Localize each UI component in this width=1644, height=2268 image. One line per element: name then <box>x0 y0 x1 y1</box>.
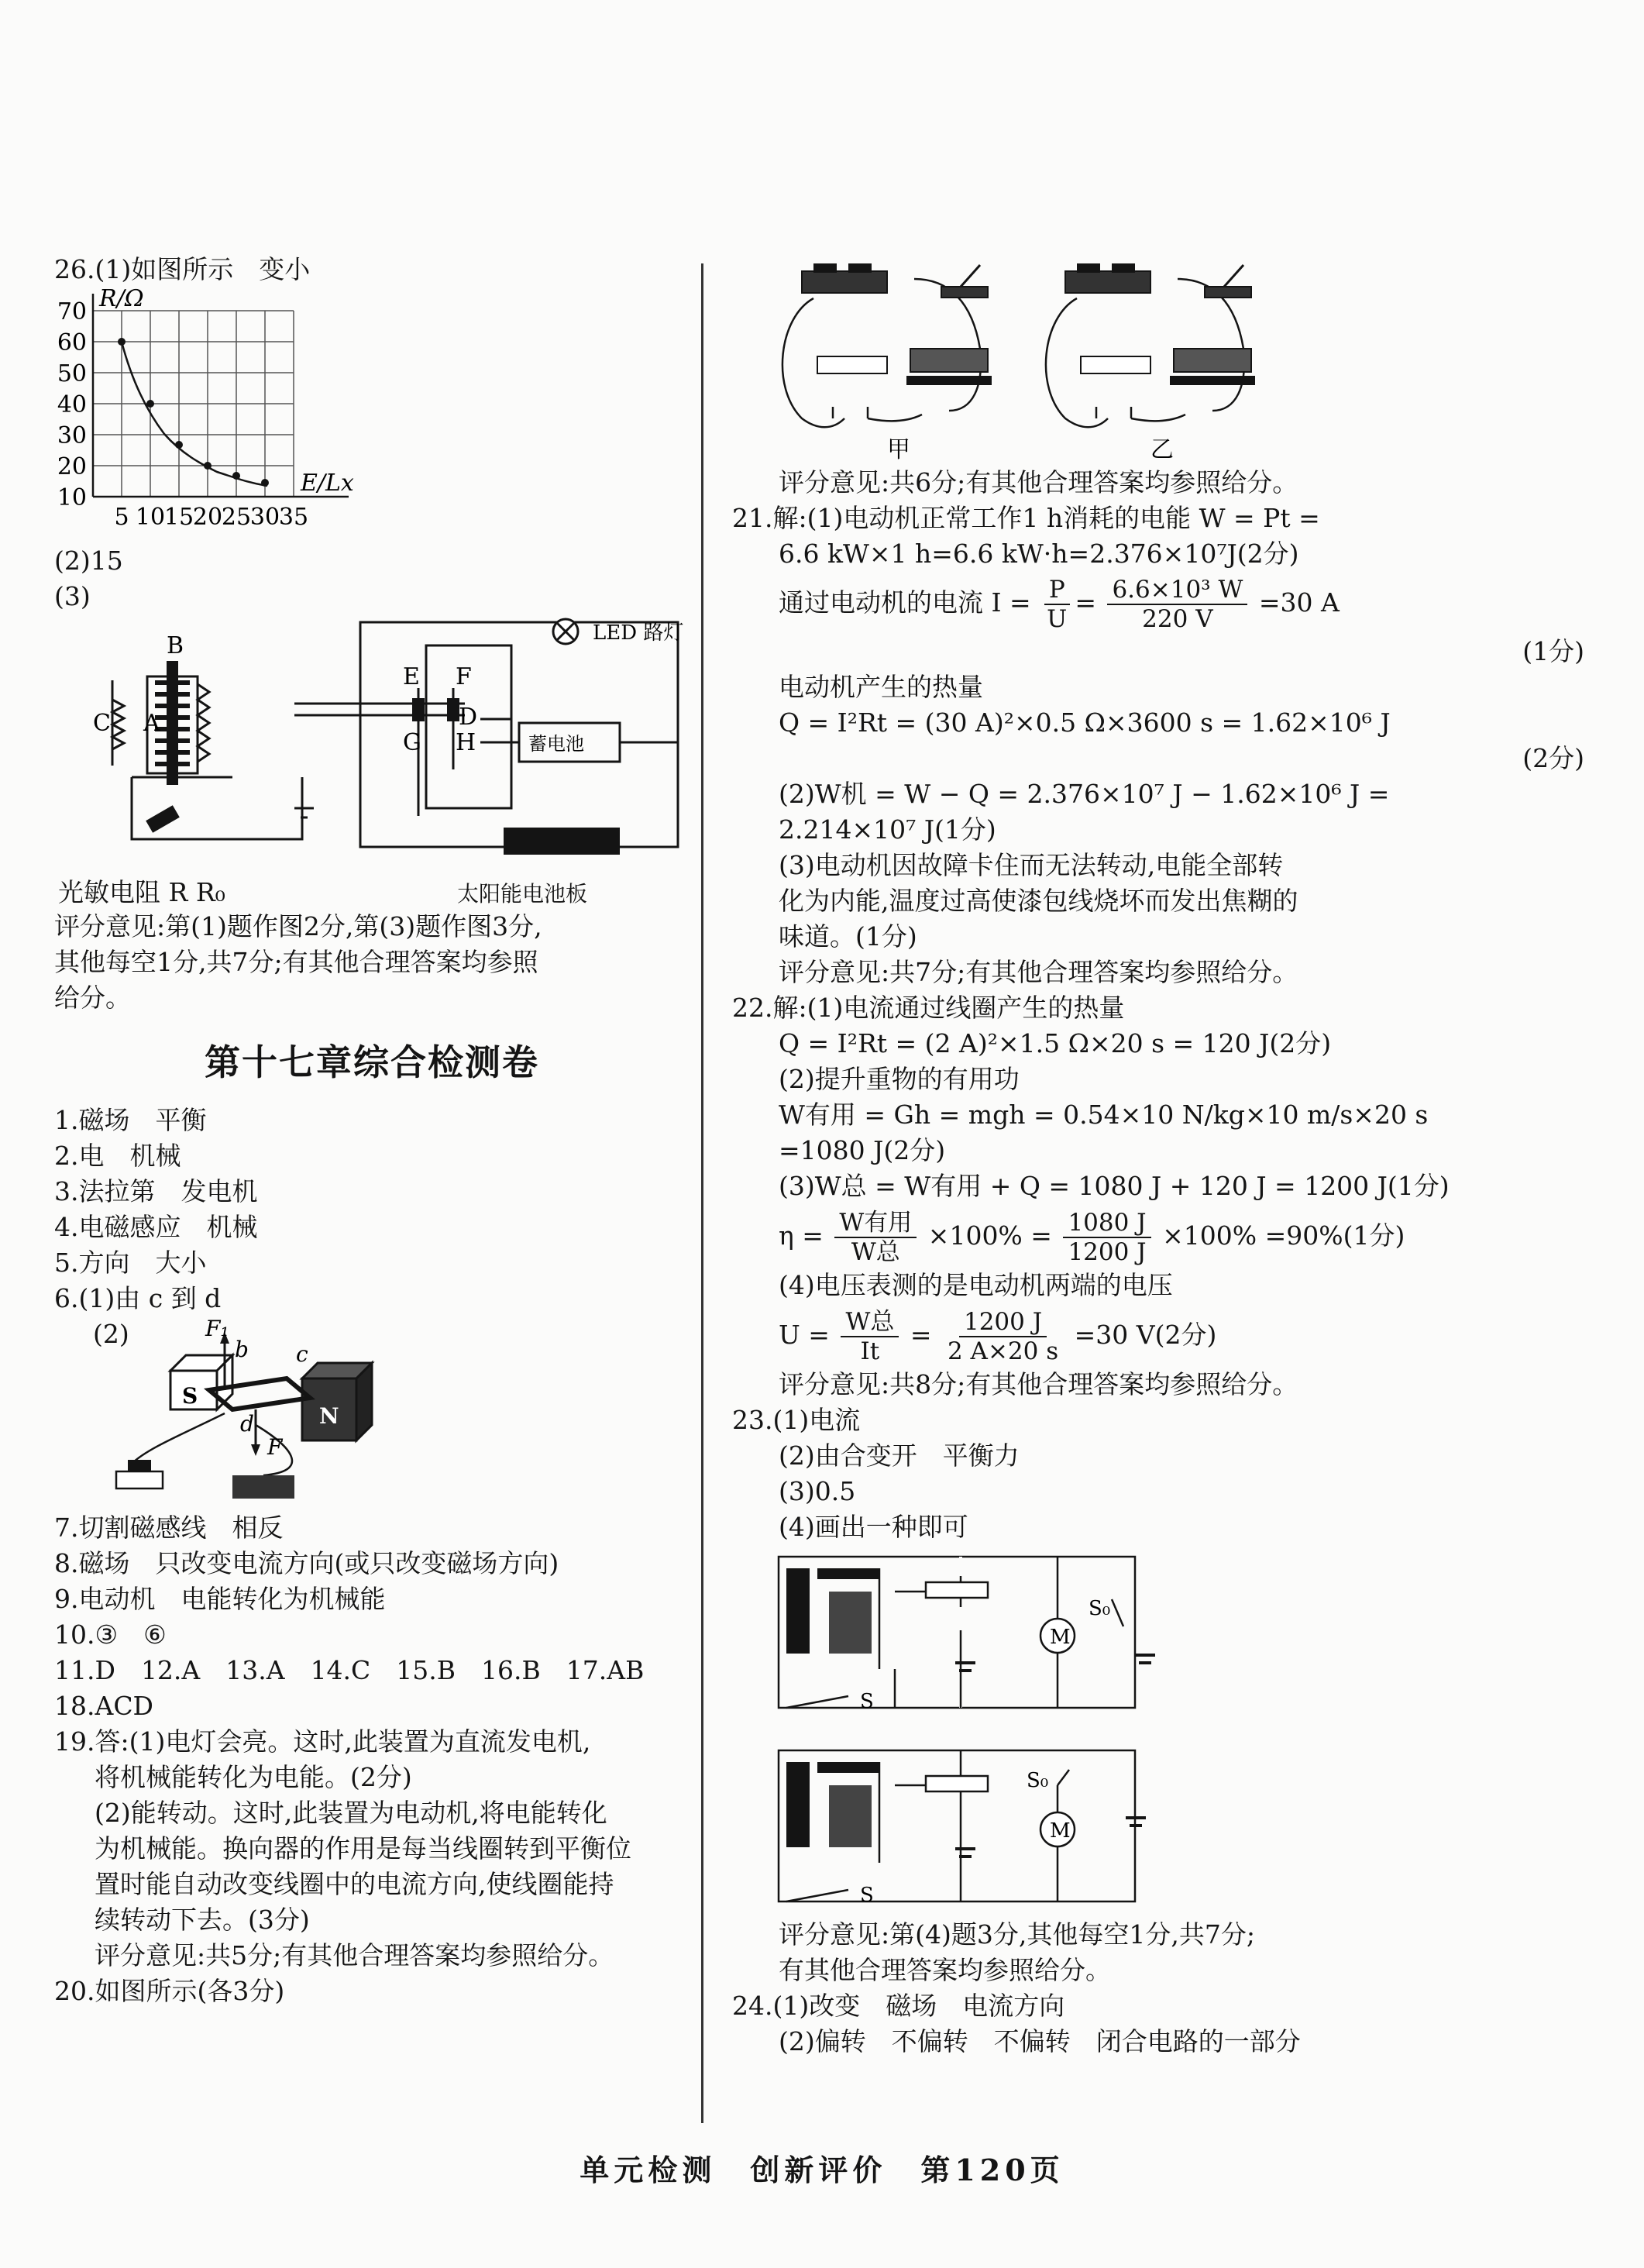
q23-relay-circuit-2 <box>771 1739 1158 1917</box>
answer-9: 9.电动机 电能转化为机械能 <box>54 1584 386 1614</box>
q21-current-prefix: 通过电动机的电流 I = <box>779 587 1031 618</box>
q26-part3: (3) <box>54 581 91 611</box>
score26-line2: 其他每空1分,共7分;有其他合理答案均参照 <box>54 947 538 977</box>
q22-efficiency-formula <box>732 1204 1592 1268</box>
q22-line6: (3)W总 = W有用 + Q = 1080 J + 120 J = 1200 J(1分) <box>779 1171 1450 1201</box>
q21-line1: 21.解:(1)电动机正常工作1 h消耗的电能 W = Pt = <box>732 503 1320 533</box>
fraction-total-over-it <box>841 1308 899 1365</box>
xtick: 30 <box>249 504 280 531</box>
answer-6-1: 6.(1)由 c 到 d <box>54 1283 222 1313</box>
right-column <box>732 256 1592 2060</box>
label-e: E <box>403 663 420 690</box>
fraction-num: W总 <box>841 1308 899 1337</box>
score26-line3: 给分。 <box>54 983 131 1013</box>
fraction-den: U <box>1047 605 1068 633</box>
q19-line5: 置时能自动改变线圈中的电流方向,使线圈能持 <box>95 1869 614 1899</box>
q23-line1: 23.(1)电流 <box>732 1405 861 1435</box>
answer-6-2-label: (2) <box>93 1319 129 1349</box>
q21-line8: (2)W机 = W − Q = 2.376×10⁷ J − 1.62×10⁶ J = <box>779 779 1390 809</box>
q21-score-note2: (2分) <box>1522 743 1584 773</box>
ytick: 60 <box>57 329 87 356</box>
q19-line6: 续转动下去。(3分) <box>95 1905 310 1935</box>
u-result: =30 V(2分) <box>1074 1320 1217 1350</box>
answer-2: 2.电 机械 <box>54 1141 181 1171</box>
answer-4: 4.电磁感应 机械 <box>54 1212 258 1242</box>
xtick: 15 <box>163 504 194 531</box>
score23-line1: 评分意见:第(4)题3分,其他每空1分,共7分; <box>779 1919 1255 1950</box>
point-d-label: d <box>240 1411 254 1437</box>
eta-prefix: η = <box>779 1220 824 1251</box>
magnet-s-label: S <box>182 1383 198 1409</box>
ytick: 30 <box>57 422 87 449</box>
fraction-den: W总 <box>851 1238 900 1266</box>
q21-line9: 2.214×10⁷ J(1分) <box>779 814 996 845</box>
coil-in-magnet-diagram <box>116 1316 395 1510</box>
label-c: C <box>93 710 111 737</box>
label-g: G <box>403 729 421 756</box>
u-prefix: U = <box>779 1320 830 1350</box>
q24-line1: 24.(1)改变 磁场 电流方向 <box>732 1991 1065 2021</box>
q22-score: 评分意见:共8分;有其他合理答案均参照给分。 <box>779 1369 1298 1399</box>
q19-line4: 为机械能。换向器的作用是每当线圈转到平衡位 <box>95 1833 631 1864</box>
q21-line10: (3)电动机因故障卡住而无法转动,电能全部转 <box>779 850 1284 880</box>
ytick: 10 <box>57 484 87 511</box>
q22-line3: (2)提升重物的有用功 <box>779 1064 1020 1094</box>
fraction-den: 2 A×20 s <box>947 1337 1059 1365</box>
column-divider <box>701 263 703 2123</box>
q23-line2: (2)由合变开 平衡力 <box>779 1440 1020 1471</box>
q21-score: 评分意见:共7分;有其他合理答案均参照给分。 <box>779 957 1298 987</box>
page-footer: 单元检测 创新评价 第120页 <box>580 2153 1064 2187</box>
fraction-num: 1200 J <box>959 1308 1047 1337</box>
q20-circuit-diagrams <box>771 256 1468 465</box>
fraction-den: It <box>860 1337 880 1365</box>
q21-line12: 味道。(1分) <box>779 921 917 952</box>
q22-line4: W有用 = Gh = mgh = 0.54×10 N/kg×10 m/s×20 s <box>779 1100 1429 1130</box>
ytick: 20 <box>57 453 87 480</box>
q21-line5: 电动机产生的热量 <box>779 672 983 702</box>
q21-score-note: (1分) <box>1522 636 1584 666</box>
motor-m-label: M <box>1050 1626 1071 1649</box>
q19-line3: (2)能转动。这时,此装置为电动机,将电能转化 <box>95 1798 607 1828</box>
fraction-power-over-voltage <box>1107 576 1247 633</box>
answer-18: 18.ACD <box>54 1691 154 1721</box>
point-b-label: b <box>235 1337 249 1362</box>
answer-5: 5.方向 大小 <box>54 1248 207 1278</box>
fraction-num: 1080 J <box>1063 1209 1150 1238</box>
switch-s-label: S <box>860 1884 874 1907</box>
q19-line1: 19.答:(1)电灯会亮。这时,此装置为直流发电机, <box>54 1726 591 1757</box>
q22-line8: (4)电压表测的是电动机两端的电压 <box>779 1270 1173 1300</box>
score20: 评分意见:共6分;有其他合理答案均参照给分。 <box>779 467 1298 497</box>
photoresistor-label: 光敏电阻 R R₀ <box>58 877 225 907</box>
xtick: 35 <box>278 504 309 531</box>
q20-line: 20.如图所示(各3分) <box>54 1976 285 2006</box>
fraction-num: W有用 <box>834 1209 917 1238</box>
q19-line2: 将机械能转化为电能。(2分) <box>95 1762 412 1792</box>
r-vs-e-chart <box>54 287 380 543</box>
q21-current-result: =30 A <box>1258 587 1340 618</box>
force-f-label: F <box>267 1434 283 1460</box>
q24-line2: (2)偏转 不偏转 不偏转 闭合电路的一部分 <box>779 2026 1301 2056</box>
q22-line1: 22.解:(1)电流通过线圈产生的热量 <box>732 993 1125 1023</box>
q21-line11: 化为内能,温度过高使漆包线烧坏而发出焦糊的 <box>779 886 1298 916</box>
q22-voltage-formula <box>732 1303 1592 1367</box>
answer-1: 1.磁场 平衡 <box>54 1105 207 1135</box>
fraction-den: 220 V <box>1142 605 1213 633</box>
chapter-title: 第十七章综合检测卷 <box>205 1041 539 1083</box>
solar-panel-label: 太阳能电池板 <box>457 881 588 907</box>
ytick: 50 <box>57 360 87 387</box>
answer-3: 3.法拉第 发电机 <box>54 1176 258 1206</box>
label-a: A <box>143 710 160 737</box>
ytick: 40 <box>57 391 87 418</box>
force-f1-label: F₁ <box>205 1316 229 1341</box>
fraction-useful-over-total <box>834 1209 917 1266</box>
xtick: 25 <box>221 504 252 531</box>
point-c-label: c <box>296 1341 308 1367</box>
relay-circuit-diagram <box>93 614 690 878</box>
fraction-1200-over-40 <box>943 1308 1063 1365</box>
q26-part2: (2)15 <box>54 545 123 576</box>
figure-jia-label: 甲 <box>887 436 910 463</box>
eta-result: ×100% =90%(1分) <box>1162 1220 1405 1251</box>
led-label: LED 路灯 <box>593 621 684 645</box>
fraction-num: 6.6×10³ W <box>1107 576 1247 605</box>
switch-s-label: S <box>860 1690 874 1713</box>
battery-label: 蓄电池 <box>528 733 584 755</box>
chart-xlabel: E/Lx <box>301 470 354 497</box>
fraction-p-over-u <box>1042 576 1071 633</box>
label-h: H <box>456 729 476 756</box>
score26-line1: 评分意见:第(1)题作图2分,第(3)题作图3分, <box>54 911 542 941</box>
ytick: 70 <box>57 298 87 325</box>
answer-7: 7.切割磁感线 相反 <box>54 1513 284 1543</box>
fraction-num: P <box>1044 576 1070 605</box>
score23-line2: 有其他合理答案均参照给分。 <box>779 1955 1111 1985</box>
chart-ylabel: R/Ω <box>99 285 144 312</box>
answer-8: 8.磁场 只改变电流方向(或只改变磁场方向) <box>54 1548 559 1578</box>
left-column <box>54 252 690 2009</box>
q26-part1: 26.(1)如图所示 变小 <box>54 254 311 284</box>
xtick: 5 <box>114 504 129 531</box>
switch-s0-label: S₀ <box>1027 1769 1049 1792</box>
fraction-den: 1200 J <box>1068 1238 1147 1266</box>
answer-11-17: 11.D 12.A 13.A 14.C 15.B 16.B 17.AB <box>54 1655 645 1685</box>
motor-m-label: M <box>1050 1819 1071 1843</box>
fraction-1080-over-1200 <box>1063 1209 1150 1266</box>
xtick: 10 <box>135 504 166 531</box>
magnet-n-label: N <box>319 1403 339 1429</box>
q22-line2: Q = I²Rt = (2 A)²×1.5 Ω×20 s = 120 J(2分) <box>779 1028 1332 1058</box>
q22-line5: =1080 J(2分) <box>779 1135 946 1165</box>
q21-current-formula: 通过电动机的电流 I = $\frac{P}{U}$ = $\frac{\text{6.6×10³ W}}{220 V}$ =30 A <box>779 576 1340 633</box>
q21-line2: 6.6 kW×1 h=6.6 kW·h=2.376×10⁷J(2分) <box>779 539 1299 569</box>
xtick: 20 <box>192 504 223 531</box>
q19-score: 评分意见:共5分;有其他合理答案均参照给分。 <box>95 1940 614 1970</box>
q21-line6: Q = I²Rt = (30 A)²×0.5 Ω×3600 s = 1.62×10⁶ J <box>779 707 1391 738</box>
answer-10: 10.③ ⑥ <box>54 1619 167 1650</box>
figure-yi-label: 乙 <box>1150 436 1174 463</box>
u-equals: = <box>910 1320 932 1350</box>
q23-relay-circuit-1 <box>771 1545 1158 1723</box>
eta-mid: ×100% = <box>927 1220 1052 1251</box>
label-f: F <box>456 663 472 690</box>
label-b: B <box>167 632 184 659</box>
q23-line4: (4)画出一种即可 <box>779 1512 968 1542</box>
q23-line3: (3)0.5 <box>779 1476 856 1506</box>
label-d: D <box>459 704 478 731</box>
switch-s0-label: S₀ <box>1089 1597 1111 1620</box>
